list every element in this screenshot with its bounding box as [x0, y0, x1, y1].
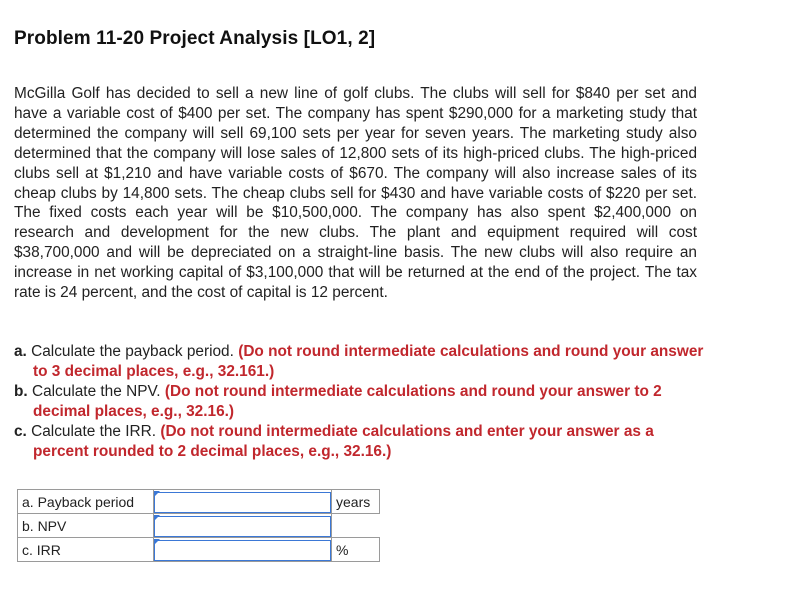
question-text: Calculate the payback period. — [31, 343, 234, 360]
question-instruction: (Do not round intermediate calculations and round your answer to 3 decimal places, e.g., 32.161.) — [33, 343, 704, 380]
table-row — [18, 538, 380, 562]
question-a — [14, 342, 704, 382]
question-letter: b. — [14, 382, 28, 400]
table-row — [18, 490, 380, 514]
input-marker-icon — [154, 515, 160, 521]
irr-input[interactable] — [154, 540, 331, 561]
question-list — [14, 342, 704, 461]
question-b — [14, 382, 704, 422]
question-letter: c. — [14, 422, 27, 440]
question-instruction: (Do not round intermediate calculations and round your answer to 2 decimal places, e.g., 32.16.) — [33, 382, 662, 420]
question-instruction: (Do not round intermediate calculations and enter your answer as a percent rounded to 2 decimal places, e.g., 32.16.) — [33, 422, 654, 460]
question-letter: a. — [14, 343, 27, 360]
answer-table — [17, 489, 380, 562]
table-row — [18, 514, 380, 538]
payback-period-label: a. Payback period — [18, 490, 154, 514]
irr-unit: % — [332, 538, 380, 562]
problem-title: Problem 11-20 Project Analysis [LO1, 2] — [14, 28, 376, 49]
irr-label: c. IRR — [18, 538, 154, 562]
payback-period-unit: years — [332, 490, 380, 514]
irr-cell — [154, 538, 332, 562]
input-marker-icon — [154, 491, 160, 497]
question-c — [14, 422, 704, 462]
problem-statement: McGilla Golf has decided to sell a new line of golf clubs. The clubs will sell for $840 per set and have a variable cost of $400 per set. The company has spent $290,000 for a marketing study that determined the company will sell 69,100 sets per year for seven years. The marketing study also determined that the company will lose sales of 12,800 sets of its high-priced clubs. The high-priced clubs sell at $1,210 and have variable costs of $670. The company will also increase sales of its cheap clubs by 14,800 sets. The cheap clubs sell for $430 and have variable costs of $220 per set. The fixed costs each year will be $10,500,000. The company has also spent $2,400,000 on research and development for the new clubs. The plant and equipment required will cost $38,700,000 and will be depreciated on a straight-line basis. The new clubs will also require an increase in net working capital of $3,100,000 that will be returned at the end of the project. The tax rate is 24 percent, and the cost of capital is 12 percent. — [14, 85, 697, 302]
payback-period-cell — [154, 490, 332, 514]
npv-unit — [332, 514, 380, 538]
input-marker-icon — [154, 539, 160, 545]
npv-label: b. NPV — [18, 514, 154, 538]
npv-input[interactable] — [154, 516, 331, 537]
question-text: Calculate the NPV. — [31, 382, 161, 400]
npv-cell — [154, 514, 332, 538]
payback-period-input[interactable] — [154, 492, 331, 513]
question-text: Calculate the IRR. — [31, 422, 157, 440]
